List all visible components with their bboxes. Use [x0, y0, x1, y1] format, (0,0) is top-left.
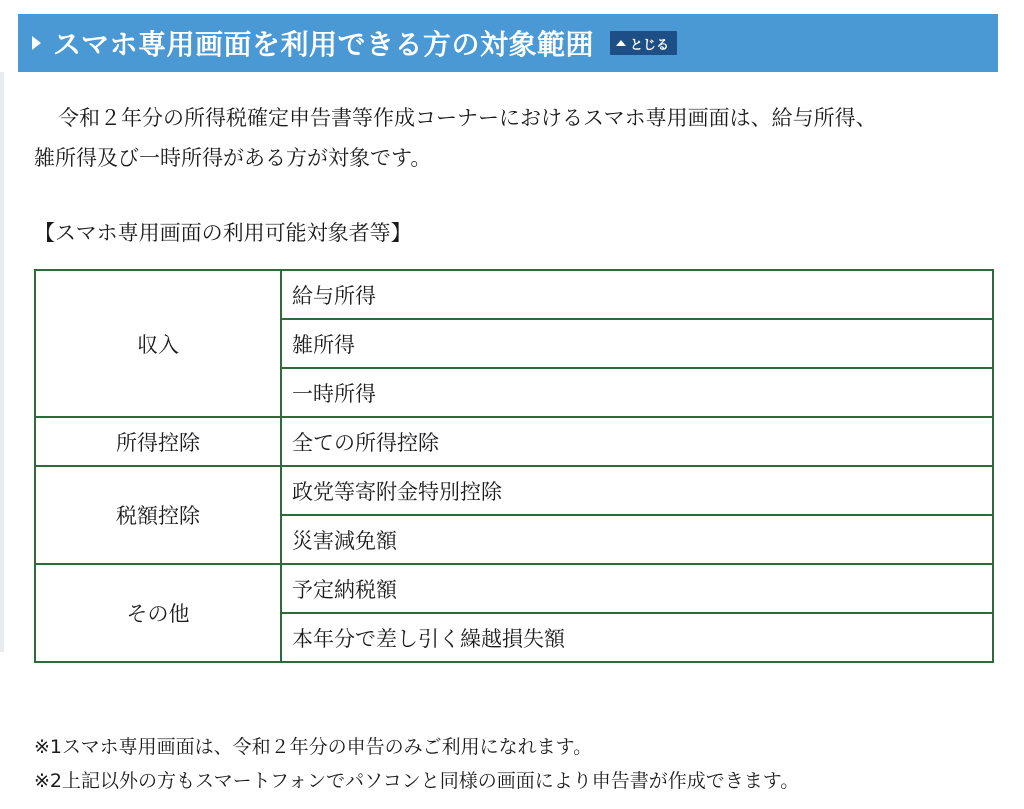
category-cell: 収入: [35, 270, 281, 417]
category-cell: 税額控除: [35, 466, 281, 564]
close-button[interactable]: [610, 31, 677, 55]
table-row: [35, 270, 993, 319]
item-cell: 本年分で差し引く繰越損失額: [281, 613, 993, 662]
table-row: [35, 466, 993, 515]
category-cell: その他: [35, 564, 281, 662]
note-1: ※1スマホ専用画面は、令和２年分の申告のみご利用になれます。: [34, 736, 593, 758]
intro-text: [34, 98, 994, 178]
item-cell: 政党等寄附金特別控除: [281, 466, 993, 515]
intro-line-2: 雑所得及び一時所得がある方が対象です。: [34, 146, 432, 170]
note-2: ※2上記以外の方もスマートフォンでパソコンと同様の画面により申告書が作成できます。: [34, 770, 800, 792]
table-row: [35, 417, 993, 466]
table-row: [35, 564, 993, 613]
item-cell: 災害減免額: [281, 515, 993, 564]
item-cell: 全ての所得控除: [281, 417, 993, 466]
item-cell: 給与所得: [281, 270, 993, 319]
close-button-label: とじる: [629, 37, 669, 53]
item-cell: 雑所得: [281, 319, 993, 368]
caret-up-icon: [616, 40, 626, 46]
intro-line-1: 令和２年分の所得税確定申告書等作成コーナーにおけるスマホ専用画面は、給与所得、: [58, 106, 877, 130]
notes: [34, 730, 799, 798]
item-cell: 一時所得: [281, 368, 993, 417]
item-cell: 予定納税額: [281, 564, 993, 613]
category-cell: 所得控除: [35, 417, 281, 466]
eligibility-table: [34, 269, 994, 663]
accordion-header[interactable]: [18, 14, 998, 72]
left-rail: [0, 72, 4, 652]
caret-right-icon: [32, 36, 41, 50]
accordion-title: スマホ専用画面を利用できる方の対象範囲: [53, 28, 594, 61]
section-title: 【スマホ専用画面の利用可能対象者等】: [34, 221, 412, 245]
